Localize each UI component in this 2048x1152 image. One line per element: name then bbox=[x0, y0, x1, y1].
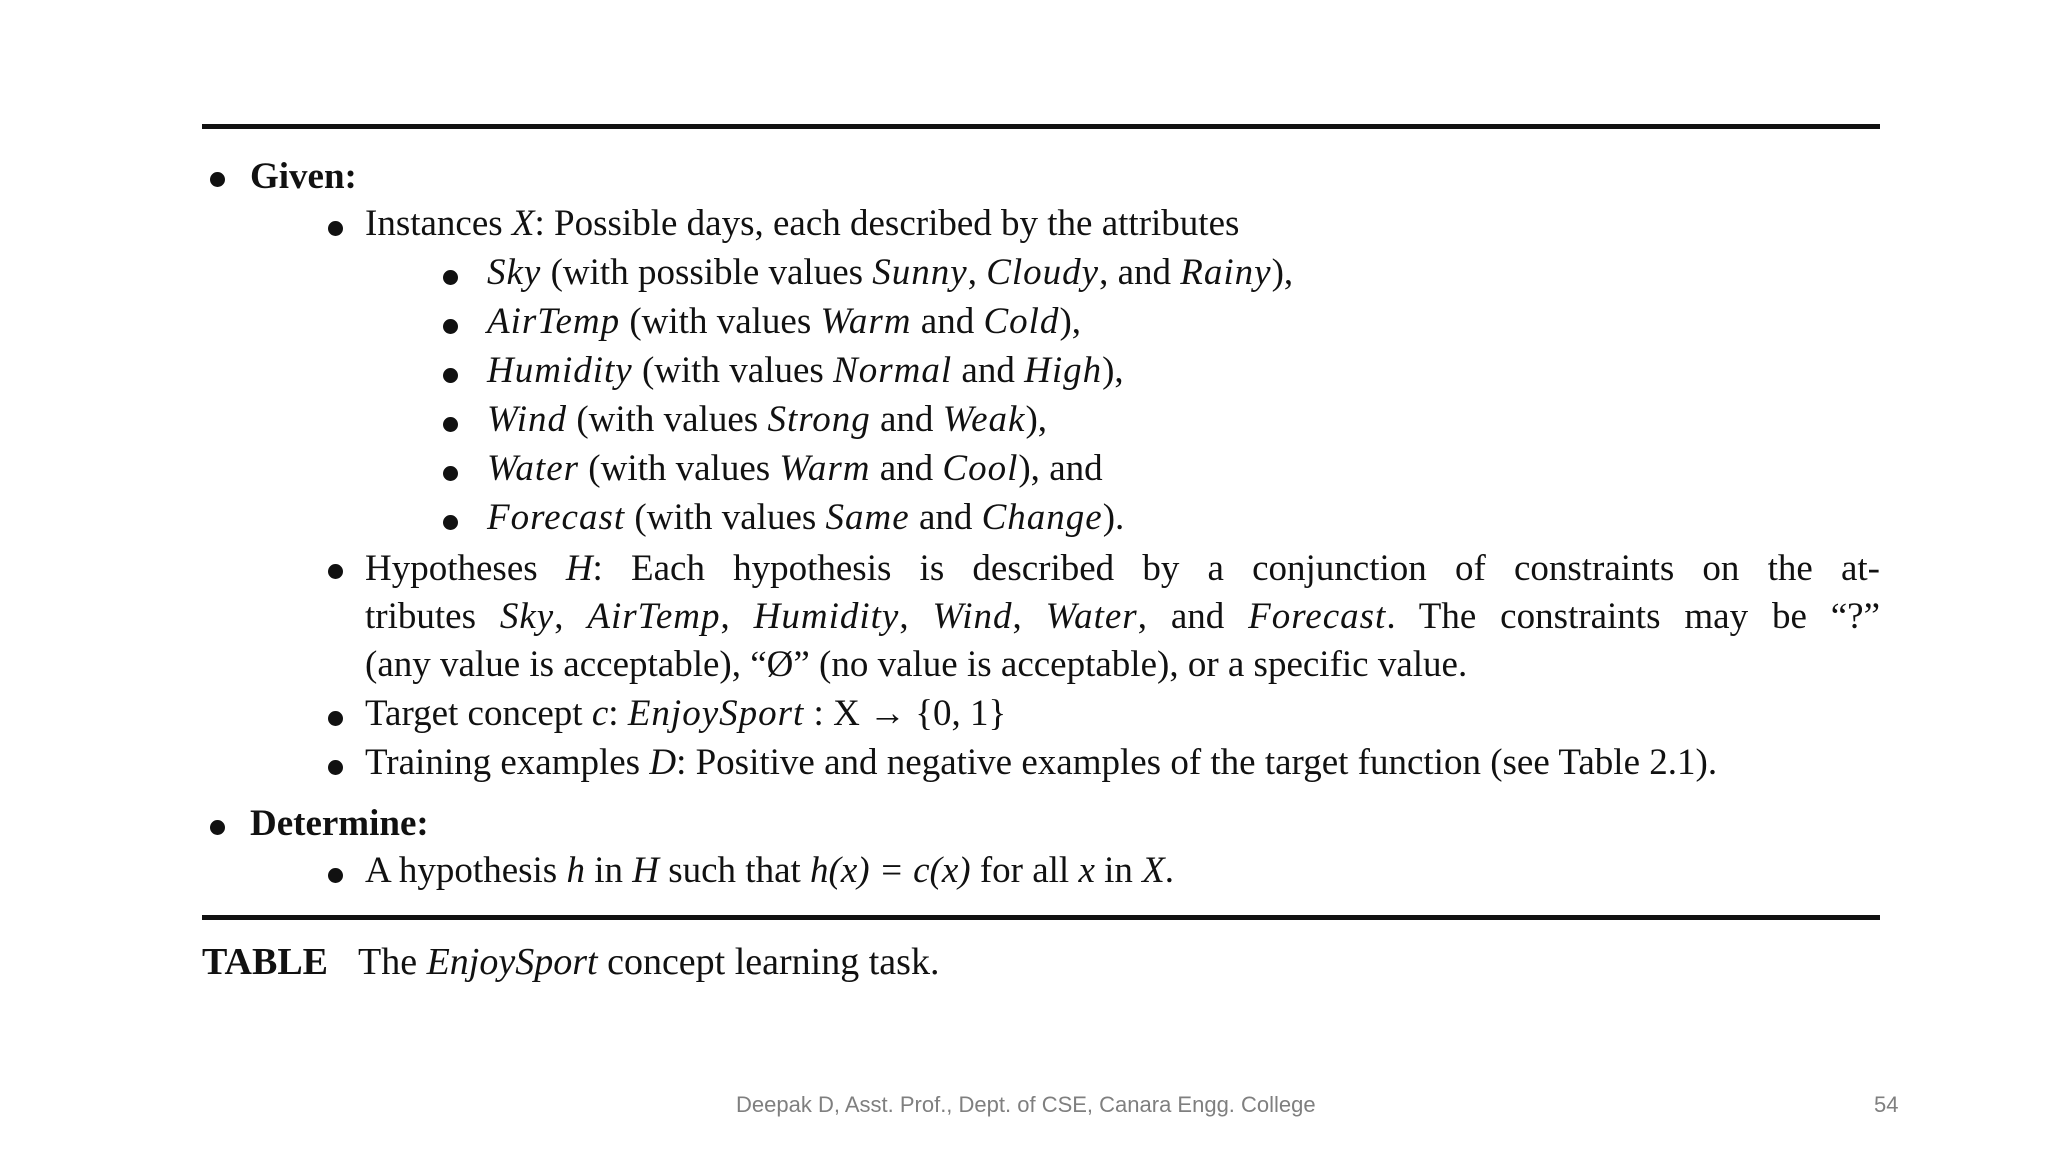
attribute-text: (with values bbox=[579, 448, 780, 489]
attribute-sep: and bbox=[952, 350, 1025, 391]
attribute-sep: , and bbox=[1099, 252, 1181, 293]
determine-text: in bbox=[1094, 850, 1143, 891]
attribute-end: ), bbox=[1102, 350, 1124, 391]
hypotheses-line-3 bbox=[365, 641, 1880, 689]
hypotheses-sep: , bbox=[899, 596, 933, 637]
attribute-end: ). bbox=[1102, 497, 1125, 538]
attribute-name: Humidity bbox=[753, 596, 900, 637]
determine-text: for all bbox=[970, 850, 1079, 891]
training-suffix: : Positive and negative examples of the target function (see Table 2.1). bbox=[676, 742, 1718, 783]
attribute-name: Water bbox=[487, 448, 580, 489]
attribute-value: High bbox=[1024, 350, 1103, 391]
determine-var: X bbox=[1142, 850, 1165, 891]
instances-item bbox=[365, 202, 1239, 246]
training-examples-item bbox=[365, 741, 1717, 785]
determine-var: x bbox=[1078, 850, 1095, 891]
bullet-icon bbox=[443, 417, 458, 432]
instances-suffix: : Possible days, each described by the attributes bbox=[534, 203, 1240, 244]
bullet-icon bbox=[443, 368, 458, 383]
training-prefix: Training examples bbox=[365, 742, 650, 783]
target-name: EnjoySport bbox=[627, 693, 805, 734]
attribute-value: Weak bbox=[942, 399, 1026, 440]
determine-var: h bbox=[566, 850, 585, 891]
attribute-sep: , bbox=[967, 252, 987, 293]
hypotheses-text: : Each hypothesis is described by a conjunction of constraints on the at- bbox=[592, 548, 1880, 589]
caption-text: The bbox=[358, 941, 427, 983]
bullet-icon bbox=[210, 172, 225, 187]
bullet-icon bbox=[443, 466, 458, 481]
attribute-name: Forecast bbox=[487, 497, 626, 538]
table-caption bbox=[202, 940, 939, 984]
attribute-tail: and bbox=[1039, 448, 1103, 489]
attribute-text: (with possible values bbox=[541, 252, 873, 293]
bottom-rule bbox=[202, 915, 1880, 920]
attribute-sep: and bbox=[911, 301, 984, 342]
hypotheses-text: . The constraints may be “?” bbox=[1386, 596, 1881, 637]
attribute-name: Sky bbox=[487, 252, 542, 293]
attribute-text: (with values bbox=[567, 399, 768, 440]
attribute-item-water bbox=[487, 447, 1103, 491]
determine-item bbox=[365, 849, 1174, 893]
bullet-icon bbox=[328, 868, 343, 883]
bullet-icon bbox=[328, 564, 343, 579]
hypotheses-text: tributes bbox=[365, 596, 500, 637]
instances-var: X bbox=[511, 203, 535, 244]
target-map: : X → {0, 1} bbox=[804, 693, 1007, 734]
bullet-icon bbox=[443, 319, 458, 334]
attribute-name: AirTemp bbox=[487, 301, 621, 342]
attribute-item-sky bbox=[487, 251, 1293, 295]
attribute-value: Cool bbox=[942, 448, 1019, 489]
page-number: 54 bbox=[1874, 1092, 1899, 1117]
attribute-end: ), bbox=[1271, 252, 1294, 293]
target-colon: : bbox=[608, 693, 628, 734]
attribute-value: Rainy bbox=[1180, 252, 1272, 293]
determine-text: A hypothesis bbox=[365, 850, 567, 891]
attribute-value: Cold bbox=[983, 301, 1060, 342]
hypotheses-sep: , bbox=[720, 596, 754, 637]
attribute-name: Sky bbox=[499, 596, 555, 637]
attribute-item-humidity bbox=[487, 349, 1124, 393]
top-rule bbox=[202, 124, 1880, 129]
target-concept-item bbox=[365, 692, 1006, 736]
instances-prefix: Instances bbox=[365, 203, 512, 244]
attribute-end: ), bbox=[1025, 399, 1048, 440]
caption-text: concept learning task. bbox=[597, 941, 940, 983]
attribute-text: (with values bbox=[620, 301, 821, 342]
caption-concept-name: EnjoySport bbox=[426, 941, 598, 983]
training-var: D bbox=[649, 742, 677, 783]
determine-heading: Determine: bbox=[250, 803, 429, 844]
attribute-value: Same bbox=[825, 497, 910, 538]
attribute-sep: and bbox=[909, 497, 982, 538]
slide-footer: Deepak D, Asst. Prof., Dept. of CSE, Canara Engg. College bbox=[736, 1092, 1316, 1117]
bullet-icon bbox=[328, 760, 343, 775]
bullet-icon bbox=[328, 221, 343, 236]
hypotheses-sep: , bbox=[554, 596, 588, 637]
caption-label: TABLE bbox=[202, 941, 329, 983]
hypotheses-sep: , and bbox=[1137, 596, 1249, 637]
hypotheses-line-2 bbox=[365, 593, 1880, 641]
target-var: c bbox=[591, 693, 609, 734]
attribute-sep: and bbox=[870, 399, 943, 440]
attribute-name: Forecast bbox=[1248, 596, 1387, 637]
determine-text: . bbox=[1164, 850, 1175, 891]
hypotheses-line-1 bbox=[365, 545, 1880, 593]
attribute-name: Wind bbox=[487, 399, 568, 440]
attribute-end: ), bbox=[1059, 301, 1082, 342]
attribute-end: ), bbox=[1018, 448, 1040, 489]
attribute-name: AirTemp bbox=[587, 596, 721, 637]
attribute-value: Cloudy bbox=[986, 252, 1100, 293]
attribute-value: Warm bbox=[779, 448, 871, 489]
attribute-name: Humidity bbox=[487, 350, 633, 391]
hypotheses-text: (any value is acceptable), “Ø” (no value is acceptable), or a specific value. bbox=[365, 644, 1468, 685]
attribute-value: Warm bbox=[820, 301, 912, 342]
hypotheses-var: H bbox=[565, 548, 593, 589]
determine-text: in bbox=[584, 850, 633, 891]
attribute-value: Normal bbox=[833, 350, 953, 391]
hypotheses-sep: , bbox=[1012, 596, 1046, 637]
attribute-name: Water bbox=[1045, 596, 1138, 637]
attribute-item-forecast bbox=[487, 496, 1124, 540]
hypotheses-item bbox=[365, 545, 1880, 689]
determine-equation: h(x) = c(x) bbox=[810, 850, 971, 891]
attribute-sep: and bbox=[870, 448, 943, 489]
determine-var: H bbox=[632, 850, 659, 891]
determine-text: such that bbox=[658, 850, 811, 891]
bullet-icon bbox=[443, 515, 458, 530]
attribute-item-wind bbox=[487, 398, 1047, 442]
given-heading: Given: bbox=[250, 156, 357, 197]
bullet-icon bbox=[210, 820, 225, 835]
attribute-value: Change bbox=[981, 497, 1103, 538]
hypotheses-prefix: Hypotheses bbox=[365, 548, 566, 589]
target-prefix: Target concept bbox=[365, 693, 592, 734]
attribute-text: (with values bbox=[625, 497, 826, 538]
attribute-name: Wind bbox=[932, 596, 1013, 637]
attribute-text: (with values bbox=[632, 350, 834, 391]
attribute-value: Sunny bbox=[872, 252, 968, 293]
attribute-item-airtemp bbox=[487, 300, 1081, 344]
bullet-icon bbox=[443, 270, 458, 285]
bullet-icon bbox=[328, 711, 343, 726]
attribute-value: Strong bbox=[767, 399, 871, 440]
